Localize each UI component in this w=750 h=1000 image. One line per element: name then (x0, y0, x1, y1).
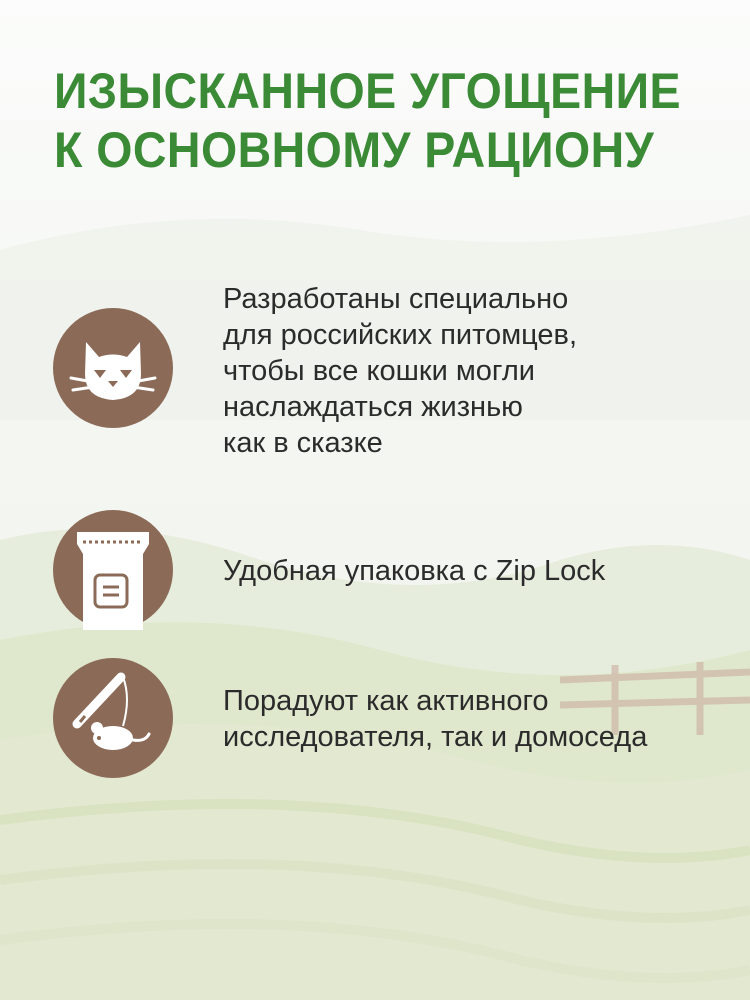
feature-text-zip-lock (223, 553, 605, 589)
feature-text-line: Удобная упаковка с Zip Lock (223, 555, 606, 587)
feature-text-line: Порадуют как активного (223, 685, 549, 717)
zip-lock-bag-icon (53, 510, 173, 630)
feature-text-russian-pets (223, 281, 577, 461)
feature-text-line: исследователя, так и домоседа (223, 721, 648, 753)
feature-text-line: наслаждаться жизнью (223, 391, 523, 423)
heading-line-1: ИЗЫСКАННОЕ УГОЩЕНИЕ (54, 63, 681, 119)
cat-face-icon (53, 308, 173, 428)
feature-text-line: Разработаны специально (223, 283, 569, 315)
feature-text-active-cats (223, 683, 647, 755)
page-heading (54, 62, 681, 180)
feature-text-line: как в сказке (223, 427, 383, 459)
toy-mouse-wand-icon (53, 658, 173, 778)
heading-line-2: К ОСНОВНОМУ РАЦИОНУ (54, 122, 655, 178)
feature-text-line: чтобы все кошки могли (223, 355, 535, 387)
feature-text-line: для российских питомцев, (223, 319, 578, 351)
